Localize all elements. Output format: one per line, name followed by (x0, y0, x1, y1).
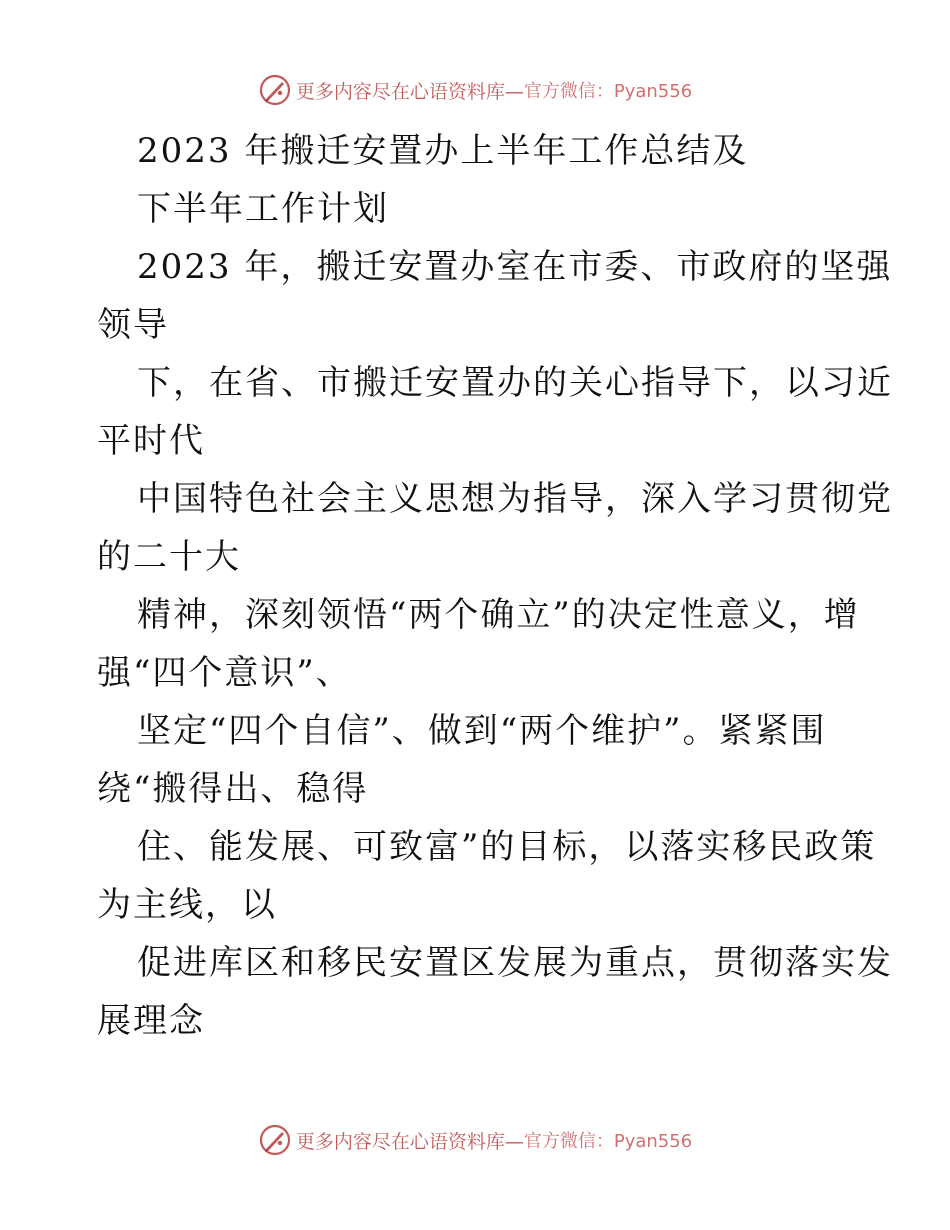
paragraph-line: 2023 年，搬迁安置办室在市委、市政府的坚强 (137, 247, 893, 287)
paragraph-line: 促进库区和移民安置区发展为重点，贯彻落实发 (137, 943, 893, 983)
paragraph-line: 领导 (97, 305, 169, 345)
watermark-text: 更多内容尽在心语资料库— (295, 1130, 524, 1153)
paragraph-line: 精神，深刻领悟“两个确立”的决定性意义，增 (137, 595, 860, 635)
watermark-wechat: 官方微信：Pyan556 (523, 81, 693, 102)
paragraph-line: 为主线，以 (97, 885, 277, 925)
quill-pen-icon (258, 1123, 292, 1157)
footer-watermark (0, 1120, 950, 1160)
watermark-text: 更多内容尽在心语资料库— (295, 80, 524, 103)
paragraph-line: 绕“搬得出、稳得 (97, 769, 369, 809)
paragraph-line: 的二十大 (97, 537, 241, 577)
paragraph-line: 强“四个意识”、 (97, 653, 352, 693)
quill-pen-icon (258, 73, 292, 107)
document-title-line-2: 下半年工作计划 (137, 189, 389, 229)
paragraph-line: 展理念 (97, 1001, 205, 1041)
document-title-line-1: 2023 年搬迁安置办上半年工作总结及 (137, 131, 749, 171)
paragraph-line: 坚定“四个自信”、做到“两个维护”。紧紧围 (137, 711, 827, 751)
document-body (0, 122, 950, 1050)
header-watermark (0, 70, 950, 110)
paragraph-line: 下，在省、市搬迁安置办的关心指导下，以习近 (137, 363, 893, 403)
paragraph-line: 平时代 (97, 421, 205, 461)
paragraph-line: 中国特色社会主义思想为指导，深入学习贯彻党 (137, 479, 893, 519)
paragraph-line: 住、能发展、可致富”的目标，以落实移民政策 (137, 827, 877, 867)
watermark-wechat: 官方微信：Pyan556 (523, 1131, 693, 1152)
